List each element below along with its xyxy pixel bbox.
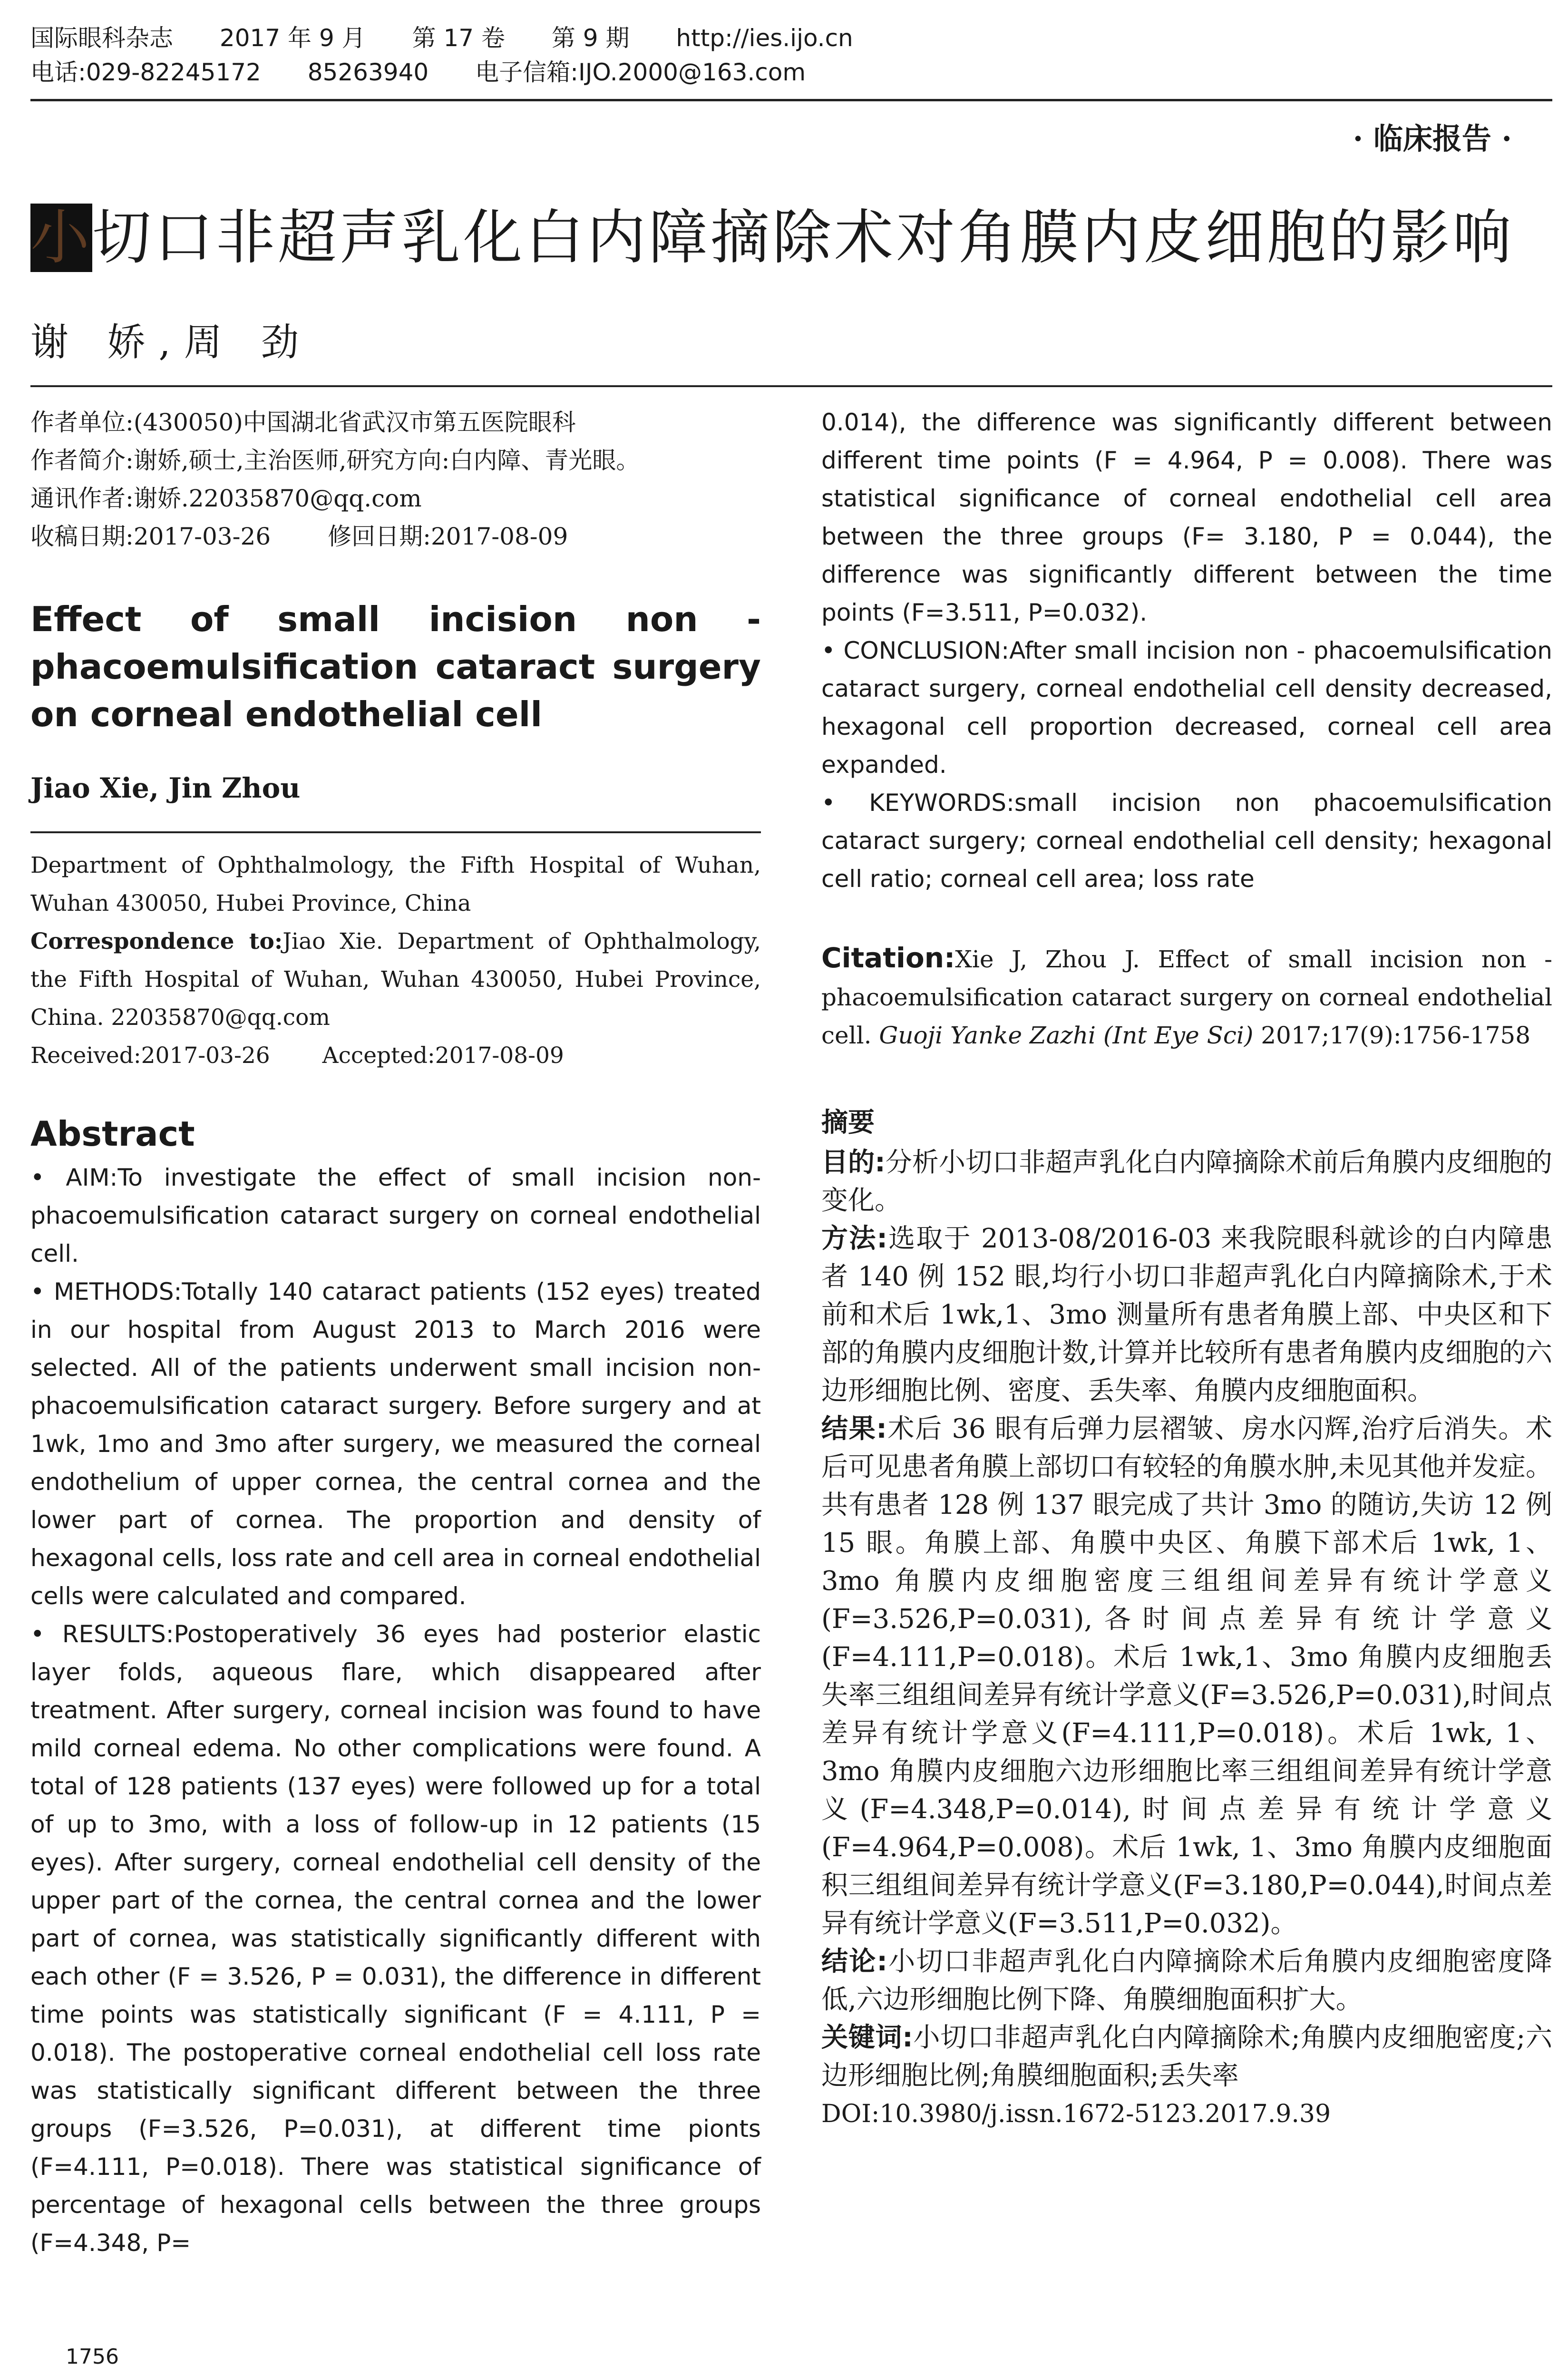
results-label: • RESULTS: bbox=[30, 1620, 174, 1648]
conclusion-text: After small incision non - phacoemulsification cataract surgery, corneal endothelial cell density decreased, hexagonal cell proportion decreased, corneal cell area expanded. bbox=[821, 637, 1552, 779]
correspondence-text: Jiao Xie. Department of Ophthalmology, the Fifth Hospital of Wuhan, Wuhan 430050, Hubei Province, China. 22035870@qq.com bbox=[30, 928, 761, 1031]
journal-email[interactable]: 电子信箱:IJO.2000@163.com bbox=[475, 58, 806, 86]
issue-date: 2017 年 9 月 bbox=[219, 24, 366, 52]
page-number: 1756 bbox=[66, 2345, 119, 2369]
journal-name: 国际眼科杂志 bbox=[30, 24, 173, 52]
abstract-aim bbox=[30, 1159, 761, 1273]
affiliation-cn: 作者单位:(430050)中国湖北省武汉市第五医院眼科 bbox=[30, 409, 576, 436]
accepted-date-en: Accepted:2017-08-09 bbox=[322, 1042, 564, 1069]
authors-divider bbox=[30, 831, 761, 833]
citation-journal: Guoji Yanke Zazhi (Int Eye Sci) bbox=[879, 1022, 1254, 1049]
received-date-en: Received:2017-03-26 bbox=[30, 1042, 270, 1069]
cn-results-text: 术后 36 眼有后弹力层褶皱、房水闪辉,治疗后消失。术后可见患者角膜上部切口有较轻的角膜水肿,未见其他并发症。共有患者 128 例 137 眼完成了共计 3mo 的随访,失访 12 例 15 眼。角膜上部、角膜中央区、角膜下部术后 1wk, 1、3mo 角膜内皮细胞密度三组组间差异有统计学意义(F=3.526,P=0.031),各时间点差异有统计学意义(F=4.111,P=0.018)。术后 1wk,1、3mo 角膜内皮细胞丢失率三组组间差异有统计学意义(F=3.526,P=0.031),时间点差异有统计学意义(F=4.111,P=0.018)。术后 1wk, 1、3mo 角膜内皮细胞六边形细胞比率三组组间差异有统计学意义(F=4.348,P=0.014),时间点差异有统计学意义(F=4.964,P=0.008)。术后 1wk, 1、3mo 角膜内皮细胞面积三组组间差异有统计学意义(F=3.180,P=0.044),时间点差异有统计学意义(F=3.511,P=0.032)。 bbox=[821, 1413, 1552, 1939]
article-title bbox=[30, 195, 1552, 281]
phone-2: 85263940 bbox=[307, 58, 429, 86]
abstract-results bbox=[30, 1615, 761, 2262]
header-row-2 bbox=[30, 55, 1552, 89]
citation-tail: 2017;17(9):1756-1758 bbox=[1261, 1022, 1531, 1049]
methods-text: Totally 140 cataract patients (152 eyes) treated in our hospital from August 2013 to March 2016 were selected. All of the patients underwent small incision non-phacoemulsification cataract surgery. Before surgery and at 1wk, 1mo and 3mo after surgery, we measured the corneal endothelium of upper cornea, the central cornea and the lower part of cornea. The proportion and density of hexagonal cells, loss rate and cell area in corneal endothelial cells were calculated and compared. bbox=[30, 1278, 761, 1610]
dates-en bbox=[30, 1037, 761, 1075]
cn-aim-text: 分析小切口非超声乳化白内障摘除术前后角膜内皮细胞的变化。 bbox=[821, 1147, 1552, 1216]
results-text-left: Postoperatively 36 eyes had posterior elastic layer folds, aqueous flare, which disappeared after treatment. After surgery, corneal incision was found to have mild corneal edema. No other complications were found. A total of 128 patients (137 eyes) were followed up for a total of up to 3mo, with a loss of follow-up in 12 patients (15 eyes). After surgery, corneal endothelial cell density of the upper part of the cornea, the central cornea and the lower part of cornea, was statistically significantly different with each other (F = 3.526, P = 0.031), the difference in different time points was statistically significant (F = 4.111, P = 0.018). The postoperative corneal endothelial cell loss rate was statistically significant different between the three groups (F=3.526, P=0.031), at different time pionts (F=4.111, P=0.018). There was statistical significance of percentage of hexagonal cells between the three groups (F=4.348, P= bbox=[30, 1620, 761, 2257]
correspondence-cn: 通讯作者:谢娇.22035870@qq.com bbox=[30, 485, 422, 512]
title-rest: 切口非超声乳化白内障摘除术对角膜内皮细胞的影响 bbox=[92, 204, 1515, 272]
cn-conclusion bbox=[821, 1943, 1552, 2019]
bio-cn: 作者简介:谢娇,硕士,主治医师,研究方向:白内障、青光眼。 bbox=[30, 447, 640, 474]
abstract-keywords bbox=[821, 784, 1552, 898]
authors-rule bbox=[30, 385, 1552, 387]
abstract-heading: Abstract bbox=[30, 1114, 195, 1154]
cn-methods-label: 方法: bbox=[821, 1223, 887, 1254]
issue-number: 第 9 期 bbox=[551, 24, 630, 52]
journal-url[interactable]: http://ies.ijo.cn bbox=[676, 24, 853, 52]
cn-conclusion-text: 小切口非超声乳化白内障摘除术后角膜内皮细胞密度降低,六边形细胞比例下降、角膜细胞面积扩大。 bbox=[821, 1946, 1552, 2015]
citation-label: Citation: bbox=[821, 942, 955, 974]
correspondence-label: Correspondence to: bbox=[30, 928, 283, 955]
citation-text: Xie J, Zhou J. Effect of small incision non - phacoemulsification cataract surgery on corneal endothelial cell. bbox=[821, 945, 1552, 1049]
abstract-results-continued: 0.014), the difference was significantly different between different time points (F = 4.964, P = 0.008). There was statistical significance of corneal endothelial cell area between the three groups (F= 3.180, P = 0.044), the difference was significantly different between the time points (F=3.511, P=0.032). bbox=[821, 409, 1552, 626]
cn-aim-label: 目的: bbox=[821, 1147, 886, 1178]
abstract-methods bbox=[30, 1273, 761, 1615]
section-label: · 临床报告 · bbox=[1353, 121, 1512, 156]
phone-1: 电话:029-82245172 bbox=[30, 58, 261, 86]
methods-label: • METHODS: bbox=[30, 1278, 182, 1305]
keywords-text: small incision non phacoemulsification cataract surgery; corneal endothelial cell density; hexagonal cell ratio; corneal cell area; loss rate bbox=[821, 789, 1552, 893]
cn-results bbox=[821, 1410, 1552, 1943]
received-date-cn: 收稿日期:2017-03-26 bbox=[30, 523, 271, 550]
authors-cn: 谢 娇,周 劲 bbox=[30, 320, 312, 364]
cn-abstract-heading: 摘要 bbox=[821, 1107, 875, 1138]
conclusion-label: • CONCLUSION: bbox=[821, 637, 1010, 664]
english-authors: Jiao Xie, Jin Zhou bbox=[30, 772, 301, 804]
volume: 第 17 卷 bbox=[412, 24, 505, 52]
citation bbox=[821, 939, 1552, 1054]
header-row-1 bbox=[30, 21, 1552, 55]
header-rule bbox=[30, 99, 1552, 101]
cn-keywords-text: 小切口非超声乳化白内障摘除术;角膜内皮细胞密度;六边形细胞比例;角膜细胞面积;丢失率 bbox=[821, 2022, 1552, 2091]
abstract-conclusion bbox=[821, 632, 1552, 784]
cn-keywords bbox=[821, 2019, 1552, 2095]
english-title: Effect of small incision non - phacoemulsification cataract surgery on corneal endothelial cell bbox=[30, 599, 761, 734]
cn-aim bbox=[821, 1144, 1552, 1220]
running-header bbox=[30, 21, 1552, 89]
correspondence-en bbox=[30, 923, 761, 1037]
department-en: Department of Ophthalmology, the Fifth Hospital of Wuhan, Wuhan 430050, Hubei Province, China bbox=[30, 852, 761, 916]
cn-conclusion-label: 结论: bbox=[821, 1946, 887, 1977]
doi[interactable]: DOI:10.3980/j.issn.1672-5123.2017.9.39 bbox=[821, 2100, 1331, 2128]
keywords-label: • KEYWORDS: bbox=[821, 789, 1014, 817]
title-first-char: 小 bbox=[30, 204, 93, 272]
cn-keywords-label: 关键词: bbox=[821, 2022, 913, 2053]
revised-date-cn: 修回日期:2017-08-09 bbox=[328, 523, 568, 550]
cn-results-label: 结果: bbox=[821, 1413, 887, 1444]
cn-methods-text: 选取于 2013-08/2016-03 来我院眼科就诊的白内障患者 140 例 152 眼,均行小切口非超声乳化白内障摘除术,于术前和术后 1wk,1、3mo 测量所有患者角膜上部、中央区和下部的角膜内皮细胞计数,计算并比较所有患者角膜内皮细胞的六边形细胞比例、密度、丢失率、角膜内皮细胞面积。 bbox=[821, 1223, 1553, 1406]
aim-label: • AIM: bbox=[30, 1164, 118, 1191]
cn-methods bbox=[821, 1220, 1552, 1410]
dates-cn bbox=[30, 517, 761, 555]
right-column bbox=[821, 403, 1552, 2133]
aim-text: To investigate the effect of small incision non-phacoemulsification cataract surgery on corneal endothelial cell. bbox=[30, 1164, 761, 1267]
left-column bbox=[30, 403, 761, 2262]
